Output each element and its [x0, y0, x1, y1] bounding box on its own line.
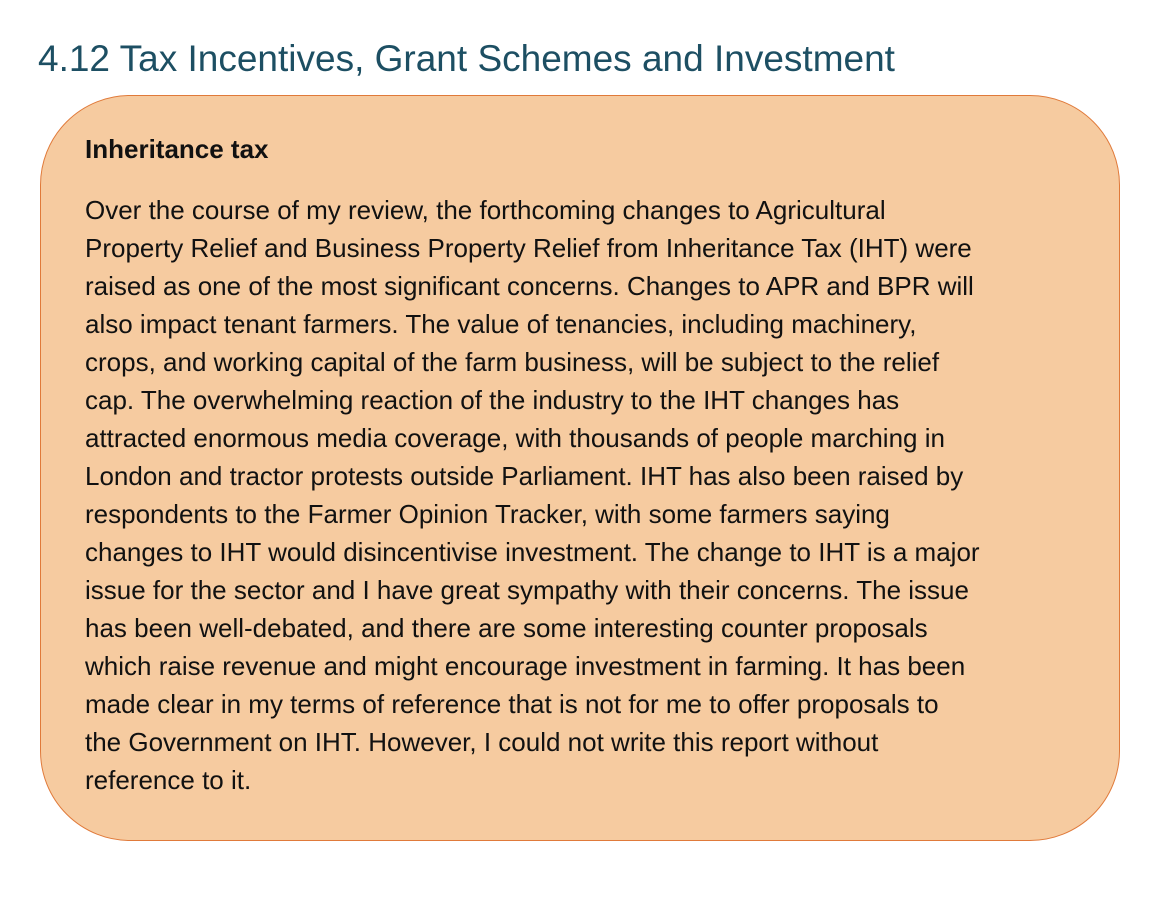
body-line: which raise revenue and might encourage investment in farming. It has been [85, 651, 966, 681]
body-line: respondents to the Farmer Opinion Tracker, with some farmers saying [85, 499, 890, 529]
body-line: crops, and working capital of the farm business, will be subject to the relief [85, 347, 940, 377]
body-line: the Government on IHT. However, I could not write this report without [85, 727, 879, 757]
inheritance-tax-callout [40, 95, 1120, 841]
body-line: has been well-debated, and there are some interesting counter proposals [85, 613, 928, 643]
section-title: 4.12 Tax Incentives, Grant Schemes and Investment [38, 38, 895, 79]
body-line: Property Relief and Business Property Relief from Inheritance Tax (IHT) were [85, 233, 972, 263]
callout-heading: Inheritance tax [85, 134, 269, 164]
body-line: changes to IHT would disincentivise investment. The change to IHT is a major [85, 537, 980, 567]
body-line: made clear in my terms of reference that is not for me to offer proposals to [85, 689, 939, 719]
body-line: raised as one of the most significant concerns. Changes to APR and BPR will [85, 271, 974, 301]
body-line: cap. The overwhelming reaction of the industry to the IHT changes has [85, 385, 900, 415]
body-line: issue for the sector and I have great sympathy with their concerns. The issue [85, 575, 969, 605]
body-line: Over the course of my review, the forthcoming changes to Agricultural [85, 195, 886, 225]
body-line: reference to it. [85, 765, 252, 795]
body-line: also impact tenant farmers. The value of tenancies, including machinery, [85, 309, 917, 339]
body-line: attracted enormous media coverage, with thousands of people marching in [85, 423, 945, 453]
body-line: London and tractor protests outside Parliament. IHT has also been raised by [85, 461, 964, 491]
callout-body [85, 191, 980, 799]
